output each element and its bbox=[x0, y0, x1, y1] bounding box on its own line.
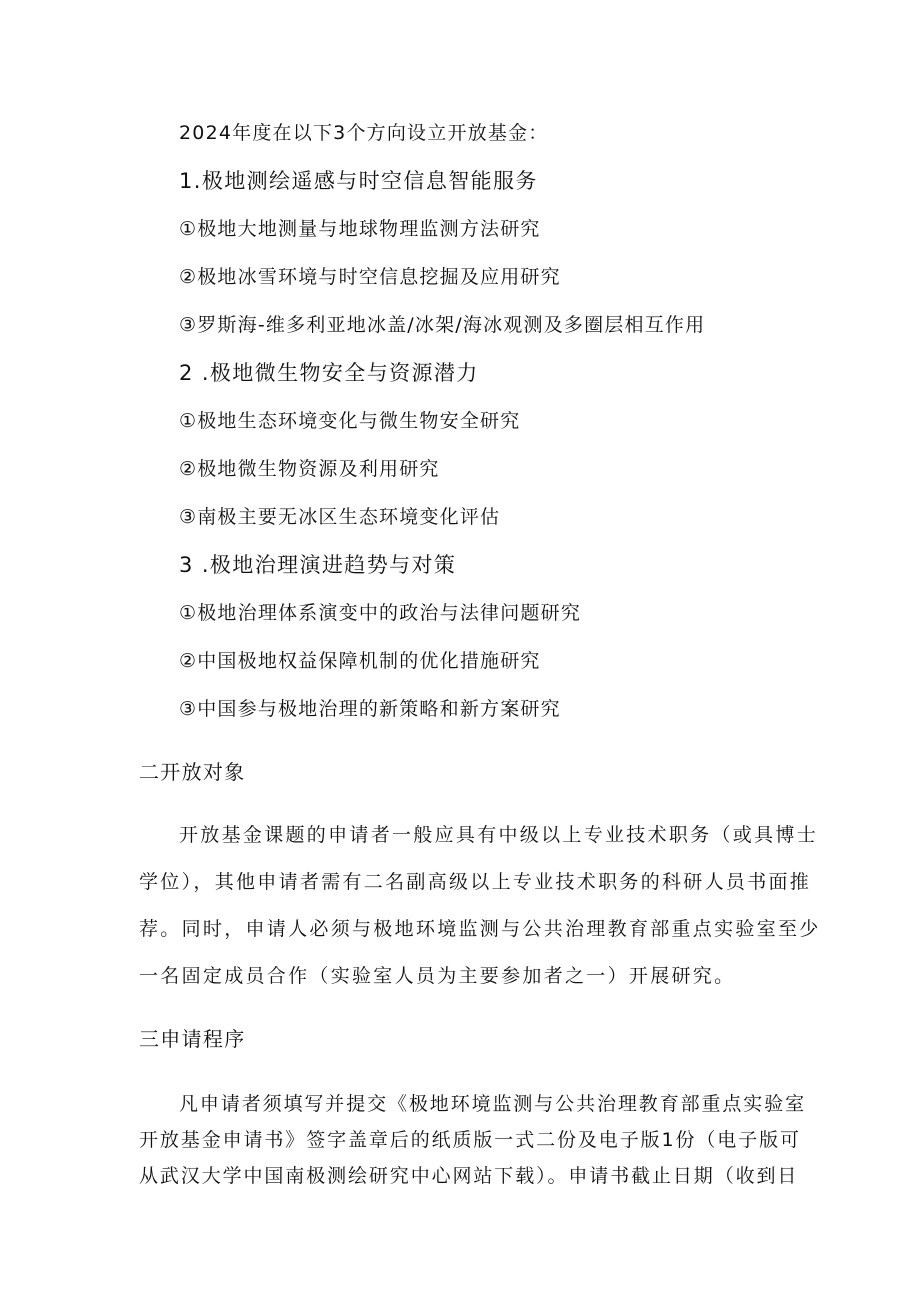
direction-3-item-2: ②中国极地权益保障机制的优化措施研究 bbox=[179, 650, 541, 672]
direction-1-item-1: ①极地大地测量与地球物理监测方法研究 bbox=[179, 218, 541, 240]
section-open-target-title: 二开放对象 bbox=[139, 760, 246, 784]
section-open-target-line-4: 一名固定成员合作（实验室人员为主要参加者之一）开展研究。 bbox=[139, 965, 736, 987]
direction-2-title: 2 .极地微生物安全与资源潜力 bbox=[179, 361, 479, 385]
section-application-line-1: 凡申请者须填写并提交《极地环境监测与公共治理教育部重点实验室 bbox=[179, 1093, 807, 1115]
direction-1-item-3: ③罗斯海-维多利亚地冰盖/冰架/海冰观测及多圈层相互作用 bbox=[179, 314, 706, 336]
direction-3-item-3: ③中国参与极地治理的新策略和新方案研究 bbox=[179, 698, 561, 720]
section-open-target-line-2: 学位），其他申请者需有二名副高级以上专业技术职务的科研人员书面推 bbox=[139, 871, 812, 893]
section-application-title: 三申请程序 bbox=[139, 1027, 246, 1051]
direction-2-item-1: ①极地生态环境变化与微生物安全研究 bbox=[179, 410, 521, 432]
direction-1-item-2: ②极地冰雪环境与时空信息挖掘及应用研究 bbox=[179, 266, 561, 288]
section-application-line-3: 从武汉大学中国南极测绘研究中心网站下载）。申请书截止日期（收到日 bbox=[139, 1165, 799, 1187]
direction-2-item-2: ②极地微生物资源及利用研究 bbox=[179, 458, 440, 480]
section-application-line-2: 开放基金申请书》签字盖章后的纸质版一式二份及电子版1份（电子版可 bbox=[139, 1129, 801, 1151]
direction-1-title: 1.极地测绘遥感与时空信息智能服务 bbox=[179, 169, 538, 193]
section-open-target-line-1: 开放基金课题的申请者一般应具有中级以上专业技术职务（或具博士 bbox=[179, 824, 819, 846]
direction-2-item-3: ③南极主要无冰区生态环境变化评估 bbox=[179, 506, 501, 528]
direction-3-item-1: ①极地治理体系演变中的政治与法律问题研究 bbox=[179, 602, 582, 624]
section-open-target-line-3: 荐。同时，申请人必须与极地环境监测与公共治理教育部重点实验室至少 bbox=[139, 918, 821, 940]
direction-3-title: 3 .极地治理演进趋势与对策 bbox=[179, 553, 457, 577]
intro-text: 2024年度在以下3个方向设立开放基金： bbox=[179, 122, 549, 144]
